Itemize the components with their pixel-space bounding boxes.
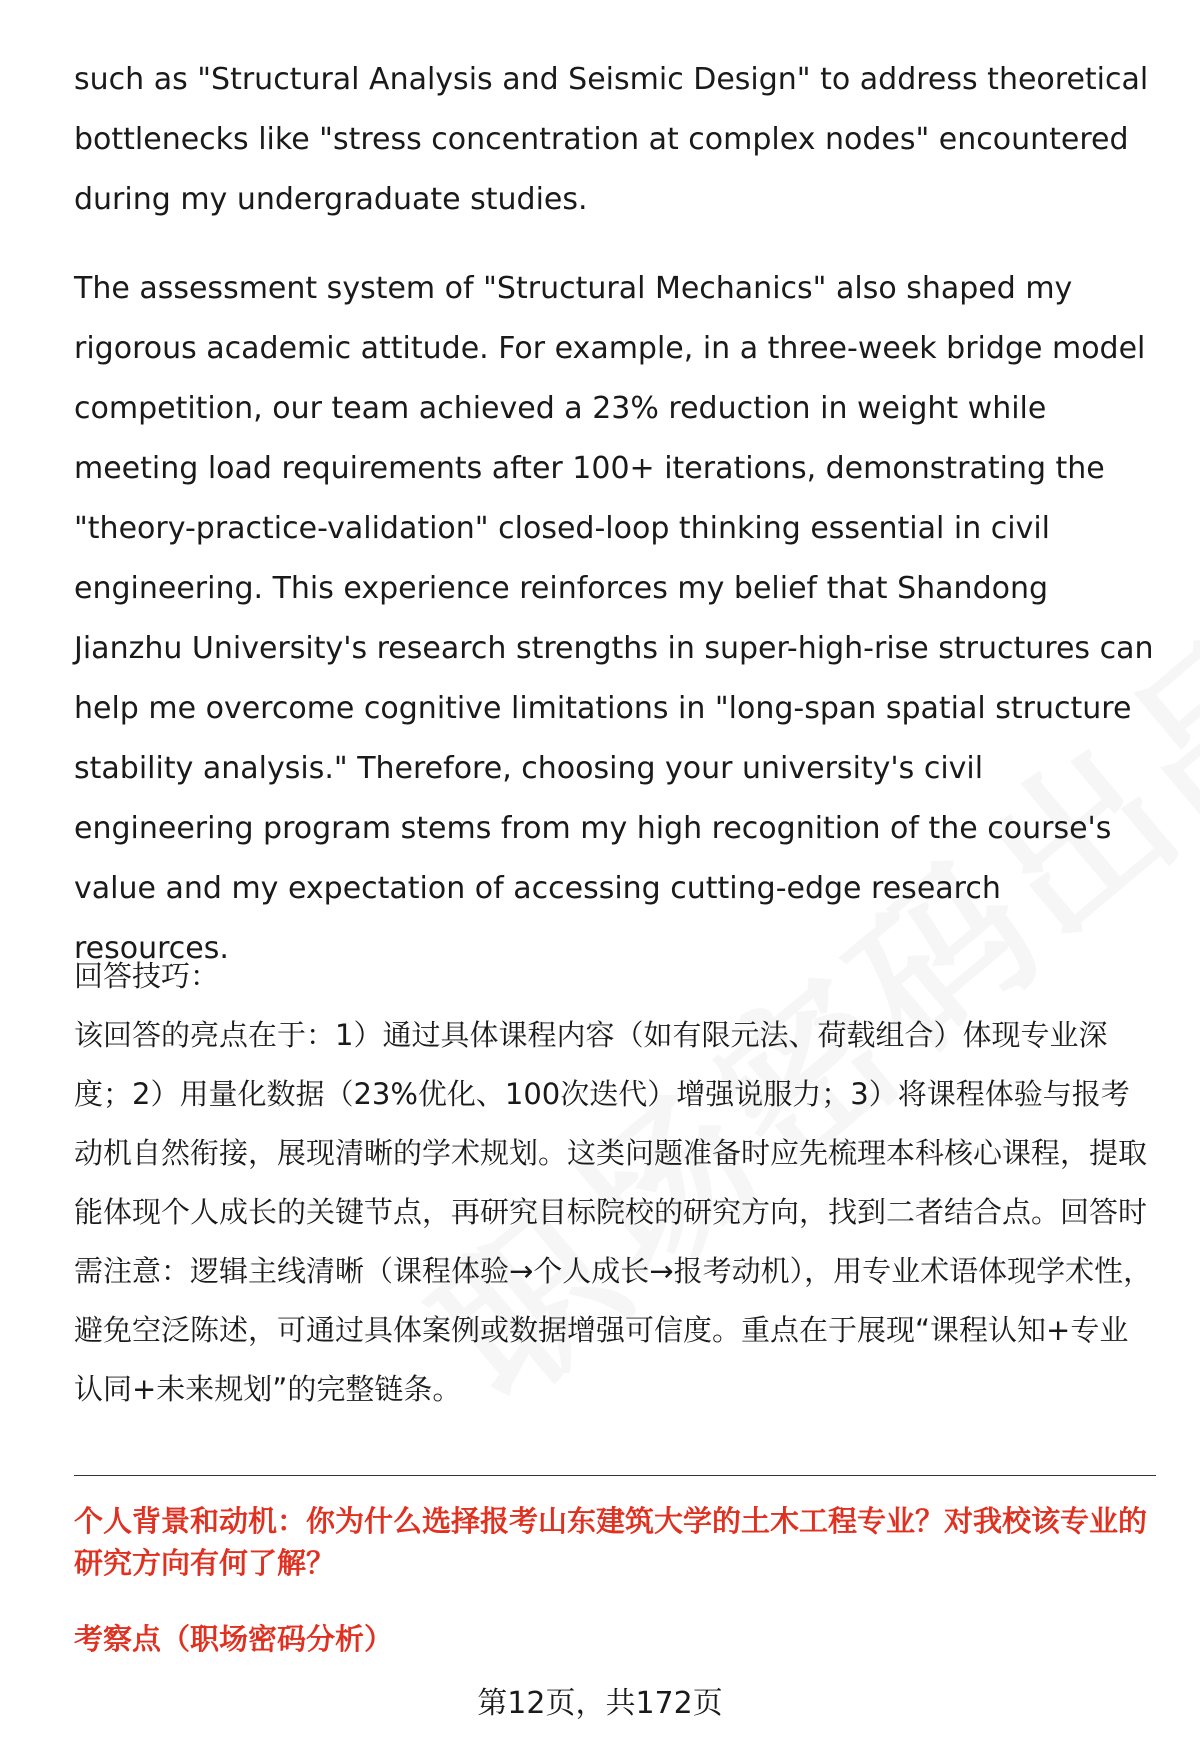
page-number: 第12页，共172页 [477,1686,723,1721]
answer-tips [74,947,1154,1419]
tips-heading: 回答技巧： [74,959,220,993]
body-paragraph: such as "Structural Analysis and Seismic Design" to address theoretical bottlenecks like "stress concentration at complex nodes" encountered during my undergraduate studies. [74,62,1149,217]
question-title: 个人背景和动机：你为什么选择报考山东建筑大学的土木工程专业？对我校该专业的研究方向有何了解？ [74,1504,1148,1580]
tips-body: 该回答的亮点在于：1）通过具体课程内容（如有限元法、荷载组合）体现专业深度；2）用量化数据（23%优化、100次迭代）增强说服力；3）将课程体验与报考动机自然衔接，展现清晰的学术规划。这类问题准备时应先梳理本科核心课程，提取能体现个人成长的关键节点，再研究目标院校的研究方向，找到二者结合点。回答时需注意：逻辑主线清晰（课程体验→个人成长→报考动机），用专业术语体现学术性，避免空泛陈述，可通过具体案例或数据增强可信度。重点在于展现“课程认知+专业认同+未来规划”的完整链条。 [74,1018,1153,1406]
exam-point-heading: 考察点（职场密码分析） [74,1622,394,1656]
section-divider [74,1475,1156,1476]
body-paragraph: The assessment system of "Structural Mechanics" also shaped my rigorous academic attitude. For example, in a three-week bridge model competition, our team achieved a 23% reduction in weight while meeting load requirements after 100+ iterations, demonstrating the "theory-practice-validation" closed-loop thinking essential in civil engineering. This experience reinforces my belief that Shandong Jianzhu University's research strengths in super-high-rise structures can help me overcome cognitive limitations in "long-span spatial structure stability analysis." Therefore, choosing your university's civil engineering program stems from my high recognition of the course's value and my expectation of accessing cutting-edge research resources. [74,271,1154,966]
